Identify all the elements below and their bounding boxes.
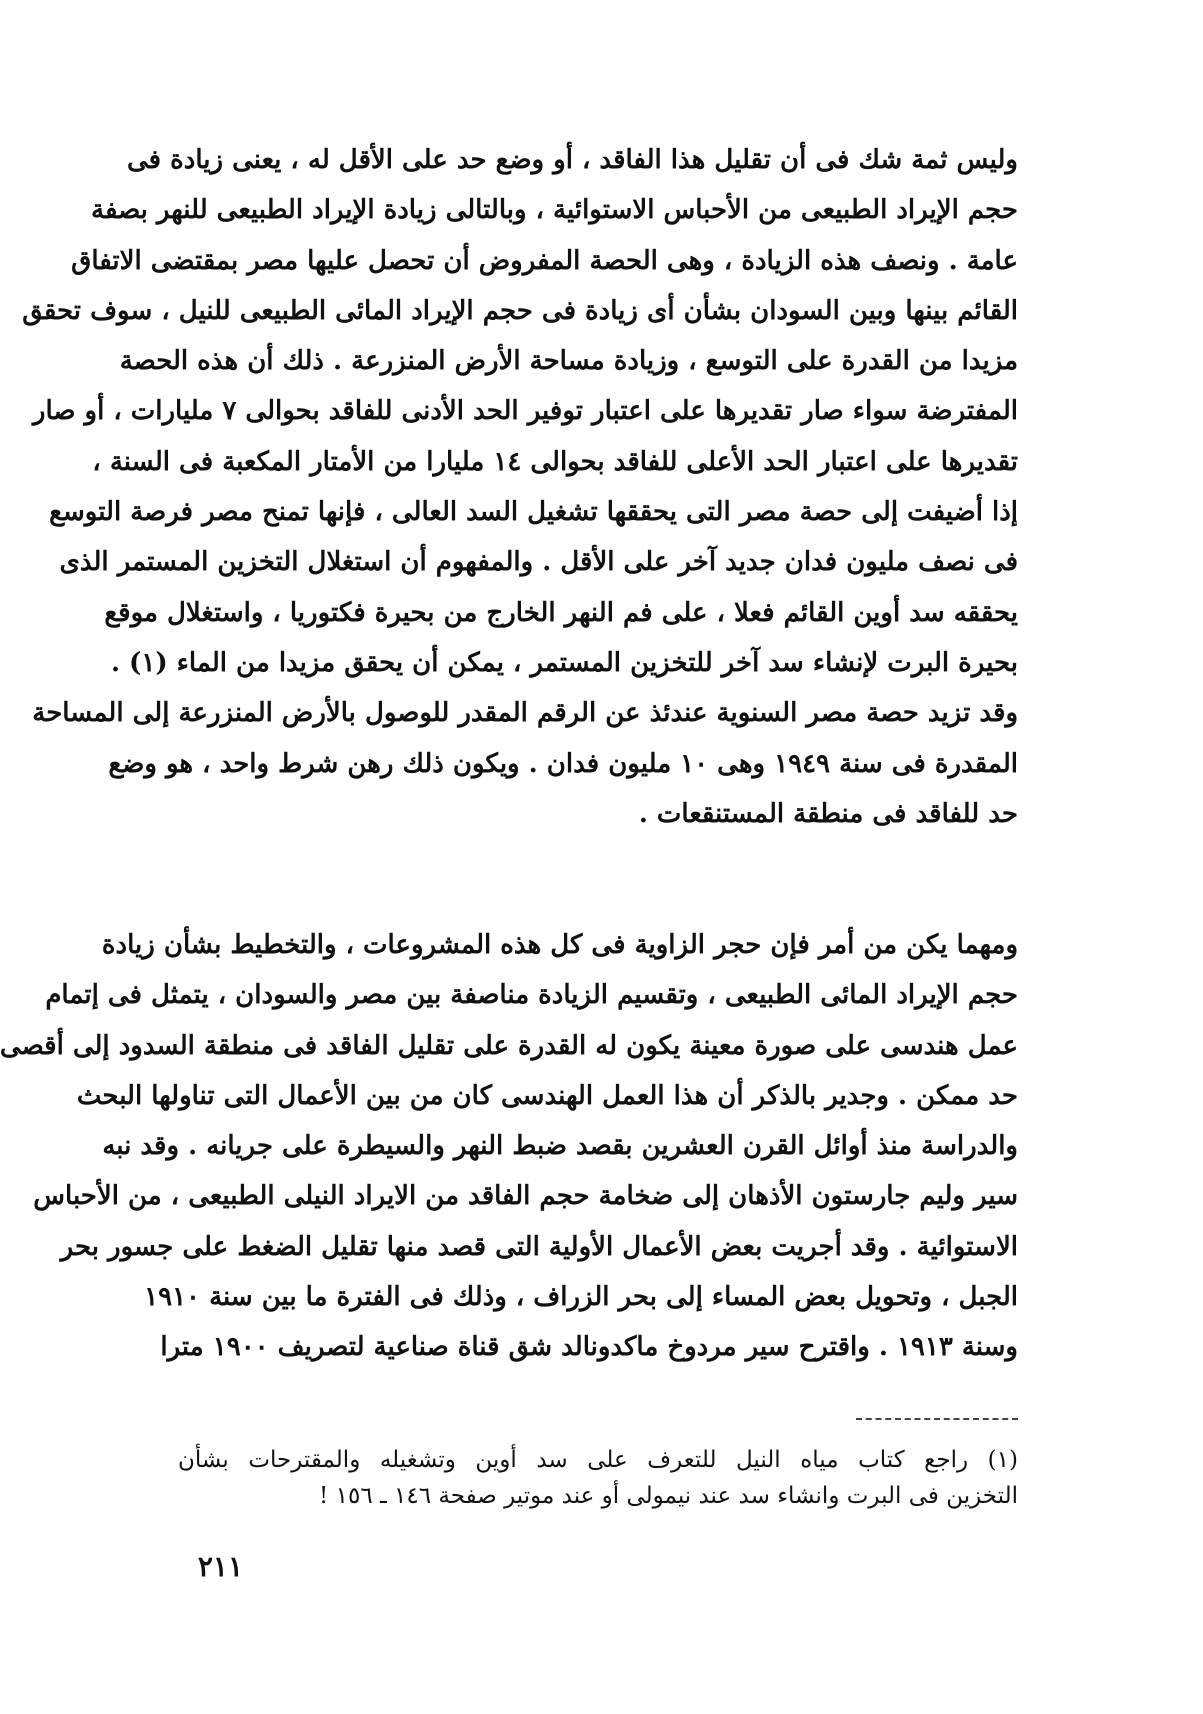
paragraph-line: حجم الإيراد الطبيعى من الأحباس الاستوائية ، وبالتالى زيادة الإيراد الطبيعى للنهر بصفة	[91, 195, 1018, 226]
paragraph-2	[0, 920, 1018, 1373]
page-number: ٢١١	[197, 1550, 243, 1583]
paragraph-line: فى نصف مليون فدان جديد آخر على الأقل . والمفهوم أن استغلال التخزين المستمر الذى	[59, 547, 1018, 578]
footnote	[178, 1442, 1018, 1514]
footnote-line: (١) راجع كتاب مياه النيل للتعرف على سد أوين وتشغيله والمقترحات بشأن	[178, 1447, 1018, 1473]
paragraph-line: القائم بينها وبين السودان بشأن أى زيادة فى حجم الإيراد المائى الطبيعى للنيل ، سوف تحقق	[22, 295, 1018, 326]
paragraph-line: عامة . ونصف هذه الزيادة ، وهى الحصة المفروض أن تحصل عليها مصر بمقتضى الاتفاق	[71, 245, 1018, 276]
paragraph-line: المفترضة سواء صار تقديرها على اعتبار توفير الحد الأدنى للفاقد بحوالى ٧ مليارات ، أو صار	[32, 396, 1018, 427]
paragraph-line: حد للفاقد فى منطقة المستنقعات .	[638, 798, 1018, 829]
paragraph-line: حجم الإيراد المائى الطبيعى ، وتقسيم الزيادة مناصفة بين مصر والسودان ، يتمثل فى إتمام	[45, 980, 1018, 1011]
paragraph-line: إذا أضيفت إلى حصة مصر التى يحققها تشغيل السد العالى ، فإنها تمنح مصر فرصة التوسع	[49, 497, 1018, 528]
paragraph-line: والدراسة منذ أوائل القرن العشرين بقصد ضبط النهر والسيطرة على جريانه . وقد نبه	[102, 1131, 1018, 1162]
paragraph-line: تقديرها على اعتبار الحد الأعلى للفاقد بحوالى ١٤ مليارا من الأمتار المكعبة فى السنة ،	[92, 446, 1018, 477]
paragraph-line: المقدرة فى سنة ١٩٤٩ وهى ١٠ مليون فدان . ويكون ذلك رهن شرط واحد ، هو وضع	[108, 748, 1018, 779]
paragraph-line: وسنة ١٩١٣ . واقترح سير مردوخ ماكدونالد شق قناة صناعية لتصريف ١٩٠٠ مترا	[160, 1332, 1018, 1363]
paragraph-line: حد ممكن . وجدير بالذكر أن هذا العمل الهندسى كان من بين الأعمال التى تناولها البحث	[76, 1080, 1018, 1111]
paragraph-line: يحققه سد أوين القائم فعلا ، على فم النهر الخارج من بحيرة فكتوريا ، واستغلال موقع	[104, 597, 1018, 628]
paragraph-1	[22, 135, 1018, 839]
paragraph-line: عمل هندسى على صورة معينة يكون له القدرة على تقليل الفاقد فى منطقة السدود إلى أقصى	[0, 1030, 1018, 1061]
paragraph-line: مزيدا من القدرة على التوسع ، وزيادة مساحة الأرض المنزرعة . ذلك أن هذه الحصة	[119, 346, 1018, 377]
footnote-divider	[856, 1418, 1018, 1420]
paragraph-line: ومهما يكن من أمر فإن حجر الزاوية فى كل هذه المشروعات ، والتخطيط بشأن زيادة	[101, 930, 1018, 960]
paragraph-line: الاستوائية . وقد أجريت بعض الأعمال الأولية التى قصد منها تقليل الضغط على جسور بحر	[60, 1231, 1018, 1262]
paragraph-line: سير وليم جارستون الأذهان إلى ضخامة حجم الفاقد من الايراد النيلى الطبيعى ، من الأحباس	[33, 1181, 1018, 1212]
paragraph-line: الجبل ، وتحويل بعض المساء إلى بحر الزراف ، وذلك فى الفترة ما بين سنة ١٩١٠	[144, 1282, 1018, 1313]
paragraph-line: وليس ثمة شك فى أن تقليل هذا الفاقد ، أو وضع حد على الأقل له ، يعنى زيادة فى	[126, 145, 1018, 175]
paragraph-line: وقد تزيد حصة مصر السنوية عندئذ عن الرقم المقدر للوصول بالأرض المنزرعة إلى المساحة	[32, 698, 1018, 729]
paragraph-line: بحيرة البرت لإنشاء سد آخر للتخزين المستمر ، يمكن أن يحقق مزيدا من الماء (١) .	[110, 647, 1018, 678]
footnote-line: التخزين فى البرت وانشاء سد عند نيمولى أو عند موتير صفحة ١٤٦ ـ ١٥٦ !	[319, 1483, 1018, 1509]
